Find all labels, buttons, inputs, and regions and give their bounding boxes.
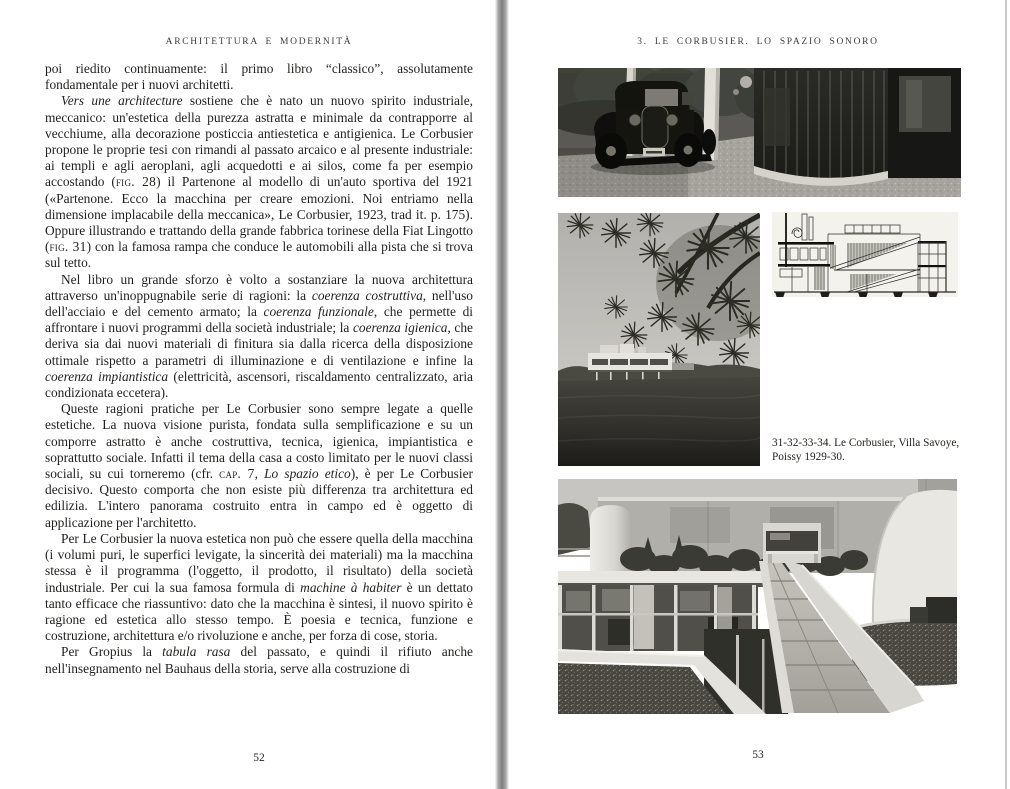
running-header-left: ARCHITETTURA E MODERNITÀ: [165, 37, 353, 47]
paragraph: Per Le Corbusier la nuova estetica non può che essere quella della macchina (i volumi puri, le superfici levigate, la sincerità dei materiali) ma la macchina stessa è il programma (l'oggetto, il prodotto, il risultato) della società industriale. Per cui la sua famosa formula di machine à habiter è un dettato tanto efficace che riassuntivo: dato che la macchina è sintesi, il nuovo spirito è ragione ed estetica allo stesso tempo. È poesia e tecnica, funzione e costruzione, architettura e/o rivoluzione e anche, per forza di cose, storia.: [45, 530, 473, 644]
meadow: [558, 377, 760, 466]
page-edge-line: [1005, 0, 1007, 789]
page-number-left: 52: [253, 752, 265, 764]
photo-roof-terrace: [558, 479, 957, 714]
book-gutter: [495, 0, 509, 789]
figure-photo-car-under-pilotis: [558, 68, 961, 197]
paragraph: Per Gropius la tabula rasa del passato, e quindi il rifiuto anche nell'insegnamento nel Bauhaus della storia, serve alla costruzione di: [45, 644, 473, 676]
running-header-right: 3. LE CORBUSIER. LO SPAZIO SONORO: [637, 37, 879, 47]
figure-section-drawing: [772, 212, 958, 297]
figure-photo-villa-across-meadow: [558, 213, 760, 466]
body-text: [45, 61, 473, 677]
framed-view-opening: [763, 523, 821, 563]
paragraph: poi riedito continuamente: il primo libro “classico”, assolutamente fondamentale per i nuovi architetti.: [45, 61, 473, 93]
roof-fascia: [558, 571, 770, 583]
paragraph: Vers une architecture sostiene che è nato un nuovo spirito industriale, meccanico: un'estetica della purezza astratta e minimale da contrapporre al vecchiume, alla decorazione posticcia antiestetica e antigienica. Le Corbusier propone le proprie tesi con rimandi al passato arcaico e al presente industriale: ai templi e agli aeroplani, agli acquedotti e ai silos, come fa per esempio accostando (fig. 28) il Partenone al modello di un'auto sportiva del 1921 («Partenone. Ecco la macchina per creare emozioni. Noi entriamo nella dimensione implacabile della meccanica», Le Corbusier, 1923, trad it. p. 175). Oppure illustrando e trattando della grande fabbrica torinese della Fiat Lingotto (fig. 31) con la famosa rampa che conduce le automobili alla pista che si trova sul tetto.: [45, 93, 473, 271]
paragraph: Nel libro un grande sforzo è volto a sostanziare la nuova architettura attraverso un'inoppugnabile serie di ragioni: la coerenza costruttiva, nell'uso dell'acciaio e del cemento armato; la coerenza funzionale, che permette di affrontare i nuovi programmi della società industriale; la coerenza igienica, che deriva sia dai nuovi materiali di finitura sia dalla ricerca della disposizione ottimale rispetto a parametri di illuminazione e di ventilazione e infine la coerenza impiantistica (elettricità, ascensori, riscaldamento centralizzato, aria condizionata eccetera).: [45, 271, 474, 401]
dark-doorway-volume: [888, 68, 961, 178]
paragraph: Queste ragioni pratiche per Le Corbusier sono sempre legate a quelle estetiche. La nuova visione purista, fondata sulla semplificazione e su un comporre astratto è anche costruttiva, tecnica, igienica, impiantistica e soprattutto sociale. Infatti il tema della casa a costo limitato per le nuovi classi sociali, su cui torneremo (cfr. cap. 7, Lo spazio etico), è per Le Corbusier decisivo. Questo comporta che non esiste più differenza tra architettura ed edilizia. L'intero panorama costruito entra in campo ed è oggetto di applicazione per l'architetto.: [45, 401, 473, 530]
page-number-right: 53: [752, 749, 764, 761]
photo-car: [558, 68, 961, 197]
drawing-section: [772, 212, 958, 297]
figure-caption: 31-32-33-34. Le Corbusier, Villa Savoye, Poissy 1929-30.: [772, 437, 960, 463]
figure-photo-roof-terrace-ramp: [558, 479, 957, 714]
photo-meadow: [558, 213, 760, 466]
curved-glass-wall: [754, 68, 888, 186]
